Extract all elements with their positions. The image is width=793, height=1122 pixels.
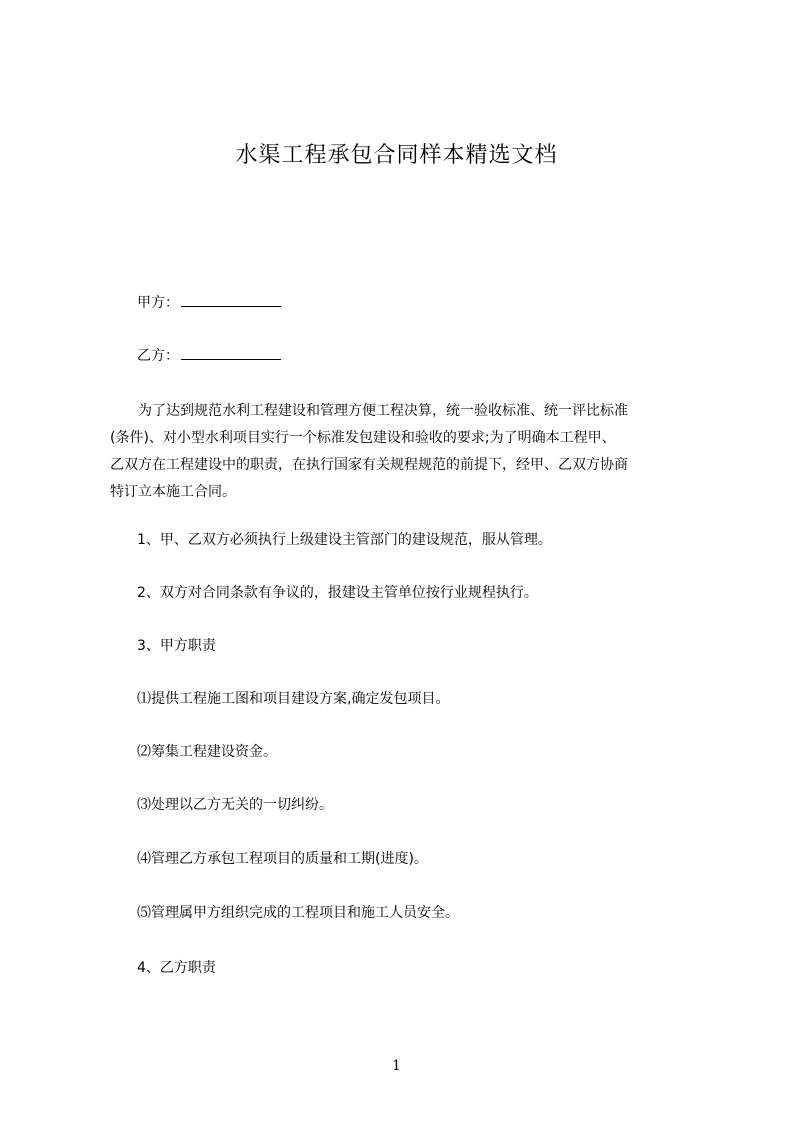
clause-item: 1、甲、乙双方必须执行上级建设主管部门的建设规范，服从管理。 — [137, 532, 552, 548]
clause-item: 2、双方对合同条款有争议的，报建设主管单位按行业规程执行。 — [137, 585, 538, 601]
intro-line: 为了达到规范水利工程建设和管理方便工程决算，统一验收标准、统一评比标准 — [138, 403, 628, 419]
clause-subitem: ⑶处理以乙方无关的一切纠纷。 — [137, 797, 333, 813]
party-a-line — [137, 292, 281, 313]
document-title: 水渠工程承包合同样本精选文档 — [235, 143, 558, 168]
party-a-blank — [181, 292, 281, 307]
intro-line: 乙双方在工程建设中的职责，在执行国家有关规程规范的前提下，经甲、乙双方协商 — [110, 457, 628, 473]
intro-line: (条件)、对小型水利项目实行一个标准发包建设和验收的要求;为了明确本工程甲、 — [110, 430, 616, 446]
page-number: 1 — [392, 1058, 401, 1074]
clause-heading: 4、乙方职责 — [137, 960, 216, 976]
clause-subitem: ⑷管理乙方承包工程项目的质量和工期(进度)。 — [137, 851, 428, 867]
clause-subitem: ⑵筹集工程建设资金。 — [137, 744, 277, 760]
party-b-blank — [181, 345, 281, 360]
party-b-label: 乙方： — [137, 348, 179, 364]
party-b-line — [137, 345, 281, 366]
clause-subitem: ⑸管理属甲方组织完成的工程项目和施工人员安全。 — [137, 905, 459, 921]
clause-heading: 3、甲方职责 — [137, 638, 216, 654]
clause-subitem: ⑴提供工程施工图和项目建设方案,确定发包项目。 — [137, 691, 450, 707]
party-a-label: 甲方： — [137, 295, 179, 311]
intro-paragraph — [110, 398, 700, 506]
intro-line: 特订立本施工合同。 — [110, 484, 236, 500]
